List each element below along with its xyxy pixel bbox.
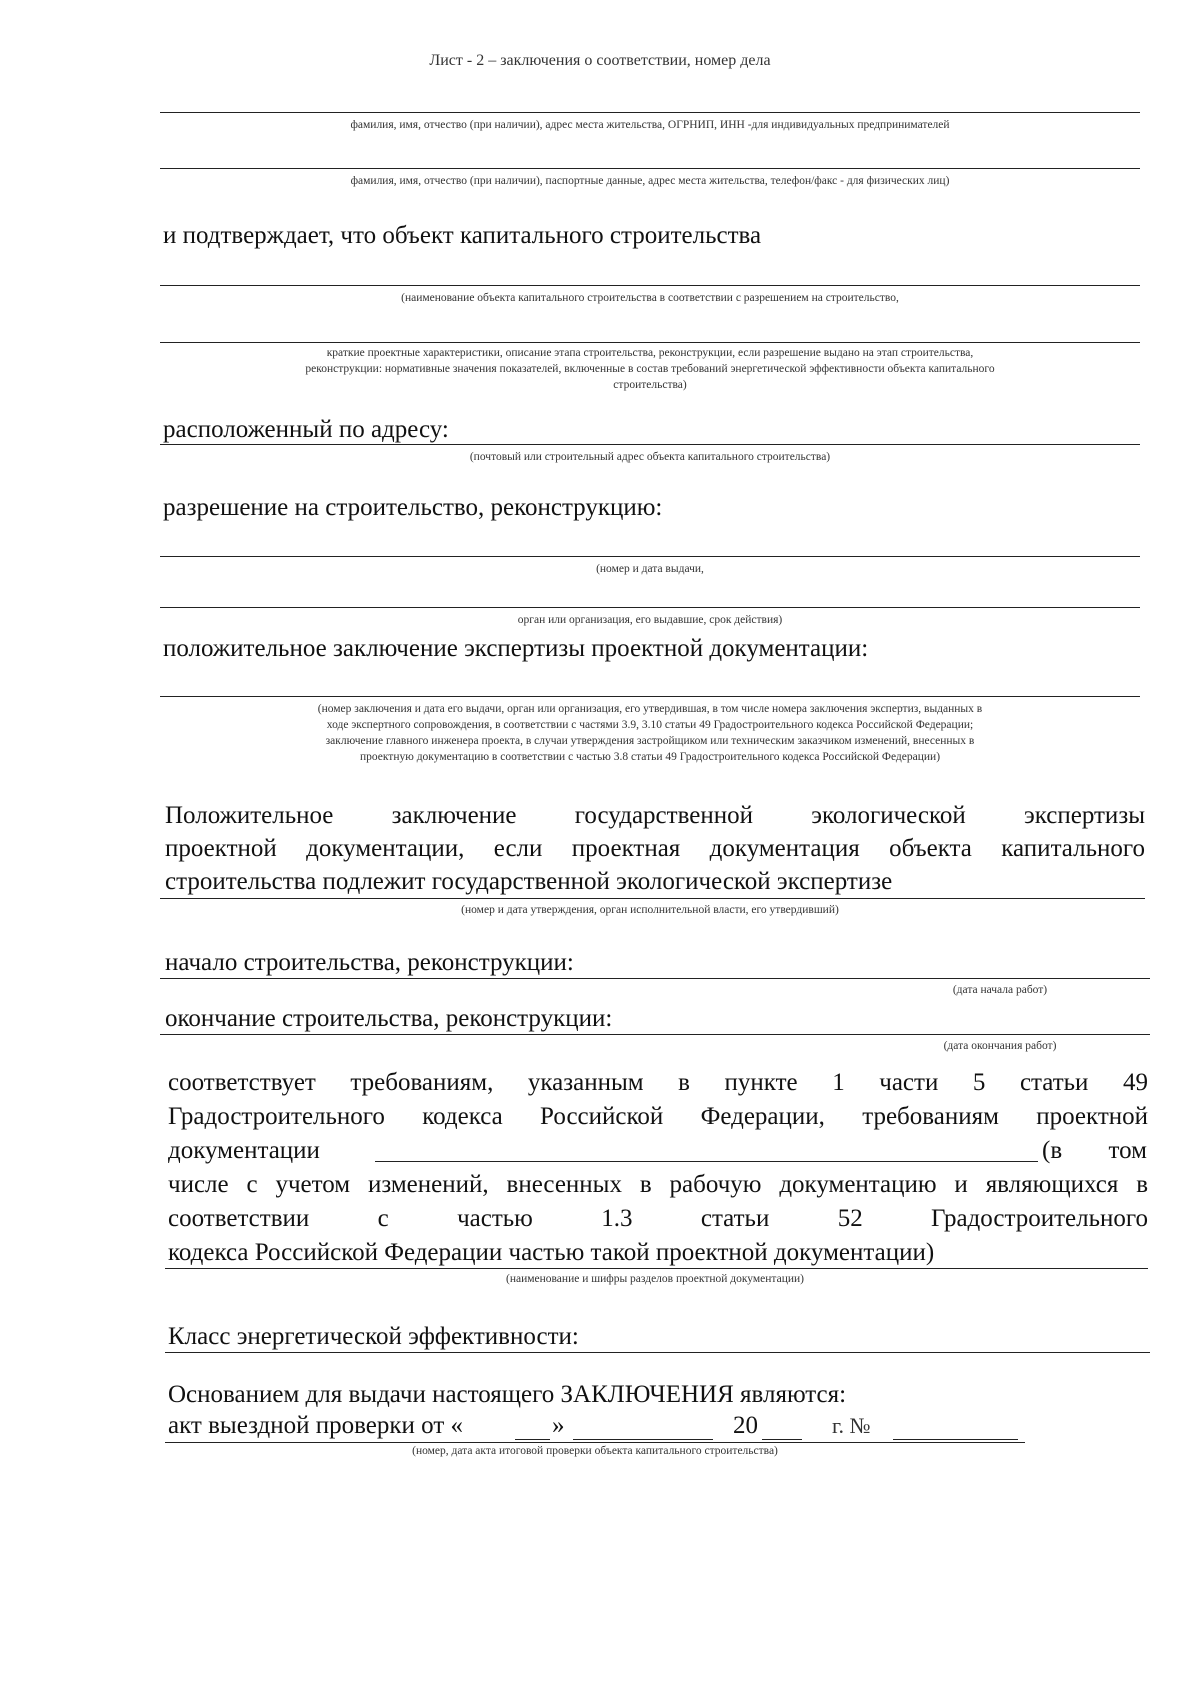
eco-expertise-line-1: Положительное заключение государственной экологической экспертизы	[165, 802, 1145, 829]
field-line-project-docs[interactable]	[375, 1161, 1038, 1162]
field-line-entrepreneur[interactable]	[160, 112, 1140, 113]
field-line-physical-person[interactable]	[160, 168, 1140, 169]
caption-expertise-3: заключение главного инженера проекта, в случаи утверждения застройщиком или техническим заказчиком изменений, внесенных в	[325, 735, 975, 747]
caption-object-name: (наименование объекта капитального строительства в соответствии с разрешением на строительство,	[401, 292, 899, 304]
act-label-quote-close: »	[552, 1412, 565, 1439]
caption-physical-person: фамилия, имя, отчество (при наличии), паспортные данные, адрес места жительства, телефон/факс - для физических лиц)	[350, 175, 950, 187]
permit-label: разрешение на строительство, реконструкцию:	[163, 494, 663, 521]
field-year[interactable]	[762, 1439, 802, 1440]
field-line-expertise[interactable]	[160, 696, 1140, 697]
field-line-energy-class[interactable]	[165, 1352, 1150, 1353]
start-label: начало строительства, реконструкции:	[165, 949, 574, 976]
caption-act: (номер, дата акта итоговой проверки объекта капитального строительства)	[412, 1445, 778, 1457]
caption-end-date: (дата окончания работ)	[943, 1040, 1057, 1052]
caption-start-date: (дата начала работ)	[952, 984, 1048, 996]
field-line-permit-issuer[interactable]	[160, 607, 1140, 608]
eco-expertise-line-3: строительства подлежит государственной экологической экспертизе	[165, 868, 893, 895]
compliance-line-5: соответствии с частью 1.3 статьи 52 Градостроительного	[168, 1205, 1148, 1232]
caption-expertise-1: (номер заключения и дата его выдачи, орган или организация, его утвердившая, в том числе номера заключения экспертиз, выданных в	[317, 703, 983, 715]
caption-characteristics-3: строительства)	[613, 379, 687, 391]
expertise-label: положительное заключение экспертизы проектной документации:	[163, 635, 869, 662]
caption-characteristics-1: краткие проектные характеристики, описание этапа строительства, реконструкции, если разрешение выдано на этап строительства,	[326, 347, 974, 359]
compliance-line-3b: (в том	[1042, 1137, 1147, 1164]
caption-expertise-4: проектную документацию в соответствии с частью 3.8 статьи 49 Градостроительного кодекса Российской Федерации)	[359, 751, 941, 763]
end-label: окончание строительства, реконструкции:	[165, 1005, 613, 1032]
energy-class-label: Класс энергетической эффективности:	[168, 1323, 579, 1350]
field-day[interactable]	[515, 1439, 550, 1440]
compliance-line-2: Градостроительного кодекса Российской Федерации, требованиям проектной	[168, 1103, 1148, 1130]
field-line-end-date[interactable]	[160, 1034, 1150, 1035]
compliance-line-6: кодекса Российской Федерации частью такой проектной документации)	[168, 1239, 935, 1266]
act-label-year-prefix: 20	[733, 1412, 758, 1439]
field-line-start-date[interactable]	[160, 978, 1150, 979]
field-line-address[interactable]	[160, 444, 1140, 445]
compliance-line-1: соответствует требованиям, указанным в пункте 1 части 5 статьи 49	[168, 1069, 1148, 1096]
field-act-number[interactable]	[893, 1439, 1018, 1440]
field-line-act	[165, 1442, 1025, 1443]
field-line-object-characteristics[interactable]	[160, 342, 1140, 343]
caption-permit-number: (номер и дата выдачи,	[596, 563, 704, 575]
compliance-line-3a: документации	[168, 1137, 320, 1164]
address-label: расположенный по адресу:	[163, 416, 449, 443]
caption-entrepreneur: фамилия, имя, отчество (при наличии), адрес места жительства, ОГРНИП, ИНН -для индивидуальных предпринимателей	[350, 119, 950, 131]
caption-characteristics-2: реконструкции: нормативные значения показателей, включенные в состав требований энергетической эффективности объекта капитального	[305, 363, 995, 375]
field-line-object-name[interactable]	[160, 285, 1140, 286]
caption-address: (почтовый или строительный адрес объекта капитального строительства)	[469, 451, 831, 463]
compliance-line-4: числе с учетом изменений, внесенных в рабочую документацию и являющихся в	[168, 1171, 1148, 1198]
field-line-eco-expertise[interactable]	[160, 898, 1145, 899]
act-label-number: г. №	[832, 1413, 871, 1438]
caption-expertise-2: ходе экспертного сопровождения, в соответствии с частями 3.9, 3.10 статьи 49 Градостроительного кодекса Российской Федерации;	[326, 719, 974, 731]
caption-permit-issuer: орган или организация, его выдавшие, срок действия)	[517, 614, 783, 626]
eco-expertise-line-2: проектной документации, если проектная документация объекта капитального	[165, 835, 1145, 862]
field-line-permit-number[interactable]	[160, 556, 1140, 557]
caption-sections: (наименование и шифры разделов проектной документации)	[506, 1273, 804, 1285]
act-label-start: акт выездной проверки от «	[168, 1412, 463, 1439]
field-line-sections[interactable]	[165, 1268, 1148, 1269]
field-month[interactable]	[573, 1439, 713, 1440]
basis-label: Основанием для выдачи настоящего ЗАКЛЮЧЕНИЯ являются:	[168, 1381, 847, 1408]
caption-eco-expertise: (номер и дата утверждения, орган исполнительной власти, его утвердивший)	[461, 904, 839, 916]
page-header: Лист - 2 – заключения о соответствии, номер дела	[429, 52, 771, 69]
confirms-statement: и подтверждает, что объект капитального строительства	[163, 222, 762, 249]
